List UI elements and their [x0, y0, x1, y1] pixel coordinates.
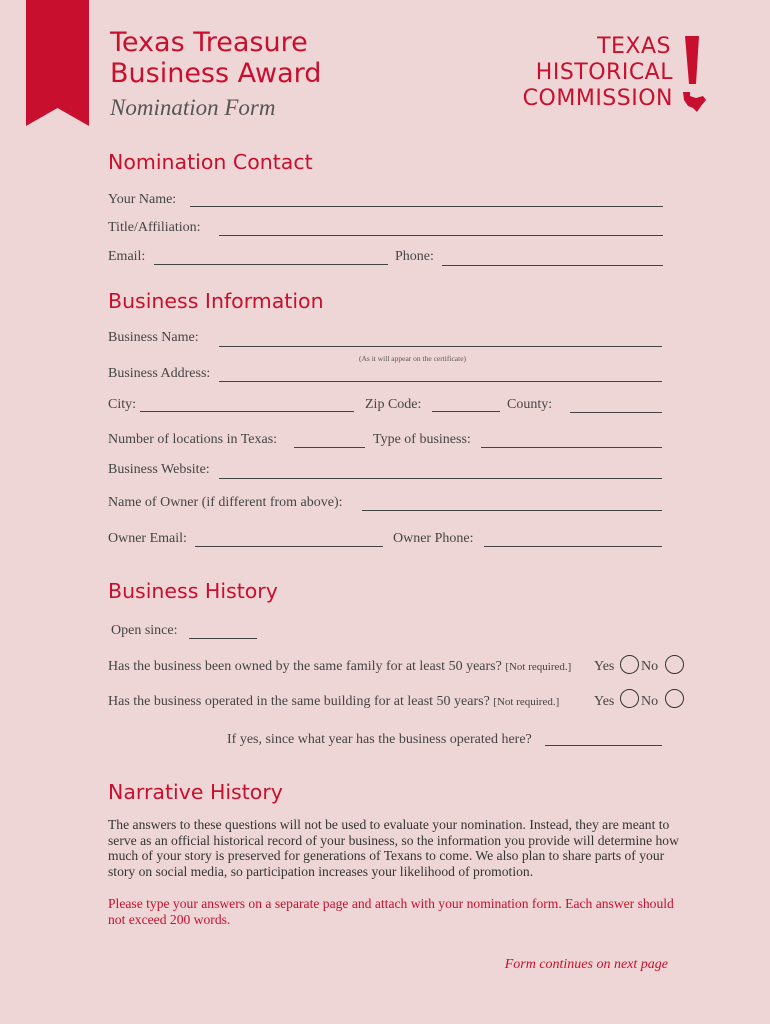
owner-phone-field[interactable]	[484, 546, 662, 547]
business-type-field[interactable]	[481, 447, 662, 448]
email-label: Email:	[108, 249, 146, 264]
question-same-building-text: Has the business operated in the same building for at least 50 years?	[108, 694, 490, 709]
texas-exclamation-icon	[679, 36, 707, 112]
logo-text-1: TEXAS	[597, 34, 671, 59]
business-type-label: Type of business:	[373, 432, 471, 447]
logo-text-2: HISTORICAL	[535, 60, 673, 85]
since-year-label: If yes, since what year has the business operated here?	[227, 732, 532, 747]
business-name-label: Business Name:	[108, 330, 199, 345]
form-continues-note: Form continues on next page	[504, 957, 668, 972]
q1-no-label: No	[641, 659, 659, 674]
website-label: Business Website:	[108, 462, 210, 477]
website-field[interactable]	[219, 478, 662, 479]
business-name-field[interactable]	[219, 346, 662, 347]
question-family-owned	[108, 659, 571, 675]
county-label: County:	[507, 397, 553, 412]
thc-logo	[497, 34, 707, 114]
not-required-note: [Not required.]	[493, 696, 560, 708]
zip-code-field[interactable]	[432, 411, 500, 412]
title-line-2: Business Award	[110, 58, 322, 89]
open-since-label: Open since:	[111, 623, 178, 638]
locations-field[interactable]	[294, 447, 365, 448]
county-field[interactable]	[570, 412, 662, 413]
owner-phone-label: Owner Phone:	[393, 531, 474, 546]
city-field[interactable]	[140, 411, 354, 412]
form-subtitle: Nomination Form	[110, 95, 276, 120]
ribbon-bookmark	[26, 0, 89, 126]
email-field[interactable]	[154, 264, 388, 265]
title-affiliation-field[interactable]	[219, 235, 663, 236]
business-address-field[interactable]	[219, 381, 662, 382]
open-since-field[interactable]	[189, 638, 257, 639]
owner-name-label: Name of Owner (if different from above):	[108, 495, 343, 510]
section-heading-nomination-contact: Nomination Contact	[108, 150, 313, 174]
question-same-building	[108, 694, 559, 710]
q1-no-radio[interactable]	[665, 655, 684, 674]
owner-email-label: Owner Email:	[108, 531, 187, 546]
certificate-note: (As it will appear on the certificate)	[359, 354, 467, 363]
owner-name-field[interactable]	[362, 510, 662, 511]
title-line-1: Texas Treasure	[110, 27, 308, 58]
city-label: City:	[108, 397, 137, 412]
logo-text-3: COMMISSION	[522, 86, 673, 111]
q2-no-label: No	[641, 694, 659, 709]
section-heading-business-information: Business Information	[108, 289, 324, 313]
locations-label: Number of locations in Texas:	[108, 432, 278, 447]
q2-yes-radio[interactable]	[620, 689, 639, 708]
q2-yes-label: Yes	[594, 694, 615, 709]
owner-email-field[interactable]	[195, 546, 383, 547]
q1-yes-label: Yes	[594, 659, 615, 674]
form-title-block	[110, 27, 321, 121]
zip-code-label: Zip Code:	[365, 397, 422, 412]
q1-yes-radio[interactable]	[620, 655, 639, 674]
narrative-instructions: Please type your answers on a separate page and attach with your nomination form. Each answer should not exceed 200 words.	[108, 896, 674, 927]
section-heading-business-history: Business History	[108, 579, 278, 603]
your-name-label: Your Name:	[108, 192, 177, 207]
since-year-field[interactable]	[545, 745, 662, 746]
phone-label: Phone:	[395, 249, 434, 264]
section-heading-narrative-history: Narrative History	[108, 780, 283, 804]
business-address-label: Business Address:	[108, 366, 211, 381]
not-required-note: [Not required.]	[505, 661, 572, 673]
title-affiliation-label: Title/Affiliation:	[108, 220, 201, 235]
q2-no-radio[interactable]	[665, 689, 684, 708]
question-family-owned-text: Has the business been owned by the same family for at least 50 years?	[108, 659, 502, 674]
phone-field[interactable]	[442, 265, 663, 266]
narrative-paragraph: The answers to these questions will not be used to evaluate your nomination. Instead, they are meant to serve as an official historical record of your business, so the information you provide will determine how much of your story is preserved for generations of Texans to come. We also plan to share parts of your story on social media, so participation increases your likelihood of promotion.	[108, 817, 679, 879]
your-name-field[interactable]	[190, 206, 663, 207]
